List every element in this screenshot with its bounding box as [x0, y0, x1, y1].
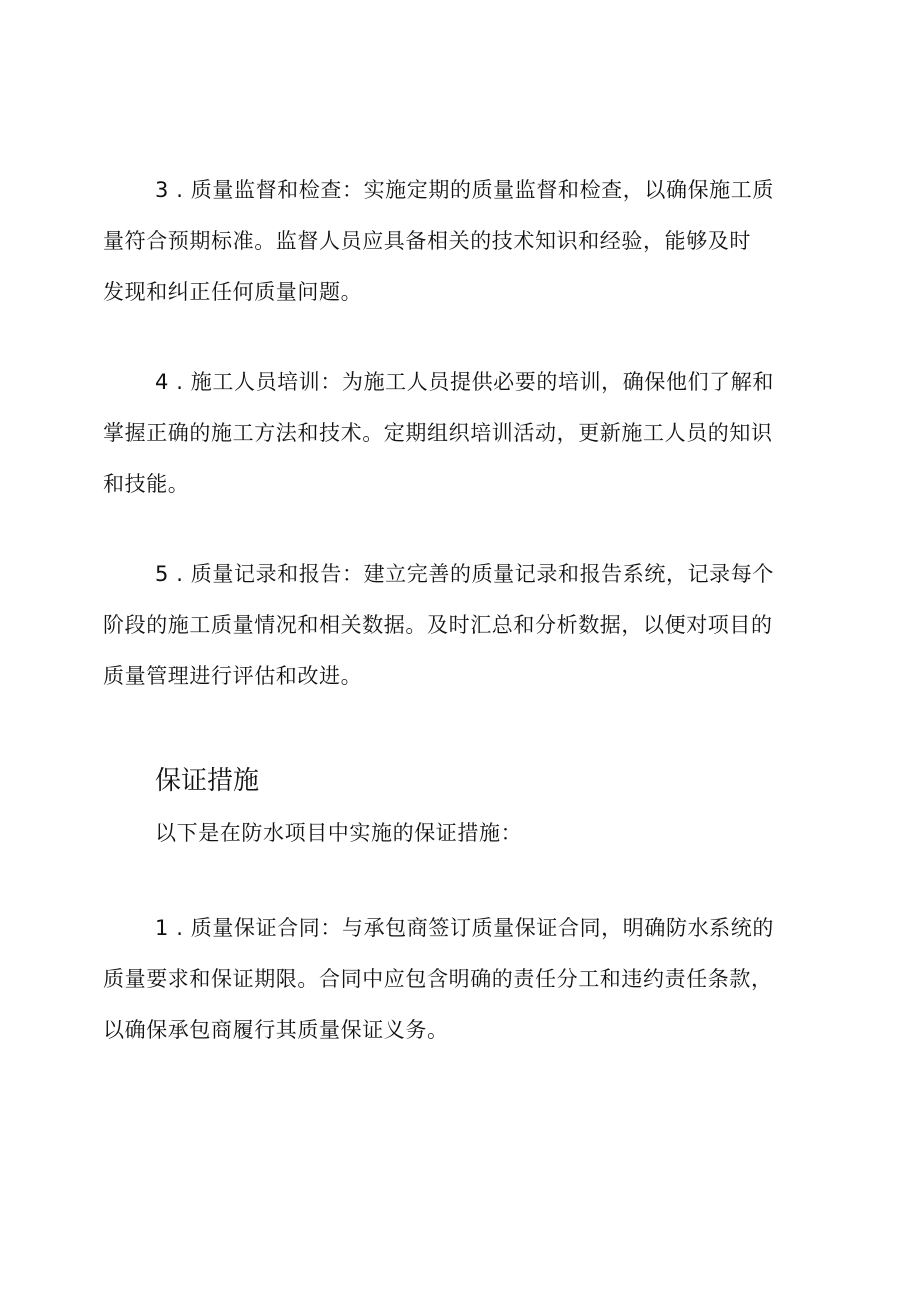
list-item-quality-records	[103, 549, 823, 702]
paragraph-line: 质量要求和保证期限。合同中应包含明确的责任分工和违约责任条款，	[103, 967, 773, 991]
section-heading: 保证措施	[155, 766, 260, 796]
paragraph-line: 3 . 质量监督和检查：实施定期的质量监督和检查，以确保施工质	[155, 178, 774, 202]
paragraph-line: 1 . 质量保证合同：与承包商签订质量保证合同，明确防水系统的	[155, 916, 774, 940]
list-item-staff-training	[103, 357, 823, 510]
section-intro: 以下是在防水项目中实施的保证措施：	[155, 821, 523, 845]
paragraph-line: 掌握正确的施工方法和技术。定期组织培训活动，更新施工人员的知识	[103, 421, 773, 445]
paragraph-line: 和技能。	[103, 472, 190, 496]
paragraph-line: 5 . 质量记录和报告：建立完善的质量记录和报告系统，记录每个	[155, 562, 774, 586]
paragraph-line: 以确保承包商履行其质量保证义务。	[103, 1018, 449, 1042]
paragraph-line: 4 . 施工人员培训：为施工人员提供必要的培训，确保他们了解和	[155, 370, 774, 394]
paragraph-line: 阶段的施工质量情况和相关数据。及时汇总和分析数据，以便对项目的	[103, 613, 773, 637]
list-item-quality-supervision	[103, 165, 823, 318]
paragraph-line: 质量管理进行评估和改进。	[103, 664, 363, 688]
paragraph-line: 量符合预期标准。监督人员应具备相关的技术知识和经验，能够及时	[103, 229, 751, 253]
list-item-quality-contract	[103, 903, 823, 1056]
paragraph-line: 发现和纠正任何质量问题。	[103, 280, 363, 304]
